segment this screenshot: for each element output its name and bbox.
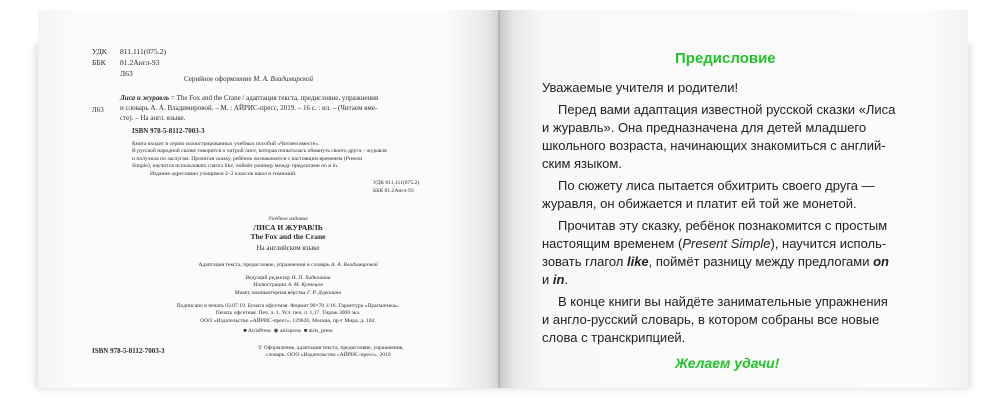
title-block [138, 216, 438, 253]
credit-role: Иллюстрации [253, 282, 287, 289]
credit-role: Ведущий редактор [245, 275, 291, 281]
p3-text: , поймёт разницу между предлогами [648, 254, 874, 269]
credit-role: Макет, компьютерная вёрстка [234, 289, 306, 296]
copyright [258, 345, 404, 360]
book-title-en: The Fox and the Crane [250, 232, 326, 242]
annotation-line: В русской народной сказке говорится о хитрой лисе, которая попыталась обмануть своего друга – журавля [132, 148, 387, 155]
catalog-line-1-text: = The Fox and the Crane / адаптация текста, предисловие, упражнения [169, 94, 379, 102]
p4-line: и англо-русский словарь, в котором собраны все новые [542, 312, 880, 327]
credit-illustrations [138, 282, 438, 289]
social-icon: ■ [303, 328, 308, 334]
credit-name: Г. Р. Доронина [306, 289, 342, 296]
catalog-title: Лиса и журавль [120, 94, 170, 102]
p3-text: настоящим временем ( [542, 236, 683, 251]
social-icon: ◉ [273, 328, 279, 334]
adaptation-name: А. А. Владимировой [331, 262, 378, 268]
adaptation-prefix: Адаптация текста, предисловие, упражнения и словарь [198, 262, 330, 268]
closing-wish: Желаем удачи! [675, 355, 780, 371]
print-line: Печать офсетная. Печ. л. 1. Усл. печ. л. 1,17. Тираж 3000 экз. [215, 310, 361, 317]
p3-text: зовать глагол [542, 254, 627, 269]
p3-line [542, 235, 886, 253]
udk-value: 811.111(075.2) [120, 47, 166, 56]
catalog-line-3: сте). – На англ. языке. [120, 114, 186, 122]
social-icon: ■ [243, 328, 247, 334]
series-design [184, 75, 313, 84]
p3-text: ), научится исполь- [770, 236, 887, 251]
udk-repeat: УДК 811.111(075.2) [373, 180, 420, 186]
preface-heading: Предисловие [675, 50, 776, 67]
copyright-line: © Оформление, адаптация текста, предисловие, упражнения, [258, 345, 404, 351]
copyright-line: словарь. ООО «Издательство «АЙРИС-пресс», 2019 [266, 352, 391, 359]
word-like: like [626, 254, 649, 269]
catalog-line-2: и словарь А. А. Владимировой. – М. : АЙРИС-пресс, 2019. – 16 с. : ил. – (Читаем вме- [120, 104, 378, 112]
left-page-imprint [38, 10, 500, 388]
isbn-bottom: ISBN 978-5-8112-7003-3 [92, 347, 165, 355]
code-margin: Л63 [92, 106, 104, 114]
catalog-line-1 [120, 94, 378, 103]
annotation-line: и получила по заслугам. Прочитав сказку, ребёнок познакомится с настоящим временем (Present [132, 155, 363, 162]
word-in: in [552, 272, 565, 287]
bbk-label: ББК [92, 58, 106, 67]
p4-line: слова с транскрипцией. [542, 330, 686, 345]
book-title-ru: ЛИСА И ЖУРАВЛЬ [253, 223, 323, 233]
grammar-term: Present Simple [682, 236, 771, 251]
p2-line: журавля, он обижается и платит ей той же монетой. [542, 196, 857, 211]
series-design-prefix: Серийное оформление [184, 75, 252, 83]
social-handle: airispress [279, 328, 302, 334]
bbk-value: 81.2Англ-93 [120, 58, 160, 67]
annotation [132, 141, 387, 178]
social-links [138, 328, 438, 335]
credits [138, 275, 438, 297]
social-handle: AirisPress [247, 328, 271, 334]
annotation-line: Книга входит в серию иллюстрированных учебных пособий «Читаем вместе». [132, 141, 320, 147]
p3-line: Прочитав эту сказку, ребёнок познакомится с простым [558, 218, 888, 233]
p1-line: Перед вами адаптация известной русской сказки «Лиса [558, 102, 896, 117]
social-handle: airis_press [308, 328, 333, 334]
print-line: ООО «Издательство «АЙРИС-пресс», 129626, Москва, пр-т Мира, д. 104. [200, 317, 376, 324]
annotation-line: Издание адресовано учащимся 2–3 классов школ и гимназий. [150, 170, 297, 177]
p3-text: и [542, 272, 553, 287]
p1-line: школьного возраста, начинающих знакомиться с англий- [542, 138, 886, 153]
credit-name: А. М. Кузнецов [287, 282, 323, 289]
right-page-preface [500, 10, 968, 388]
annotation-line: Simple), научится использовать глагол like, поймёт разницу между предлогами on и in. [132, 163, 339, 170]
udk-label: УДК [92, 47, 107, 56]
bbk-repeat: ББК 81.2Англ-93 [373, 188, 414, 194]
p3-line [542, 271, 568, 289]
greeting: Уважаемые учителя и родители! [542, 80, 739, 95]
classification-code: Л63 [120, 69, 133, 78]
credit-editor [138, 275, 438, 282]
p3-text: . [564, 272, 569, 287]
credit-name: Н. П. Ходюшина [291, 275, 331, 281]
credit-layout [138, 290, 438, 297]
series-design-name: М. А. Владимирской [253, 75, 314, 83]
p1-line: ским языком. [542, 156, 622, 171]
adaptation-line [138, 262, 438, 269]
p3-line [542, 253, 889, 271]
language-note: На английском языке [256, 244, 320, 253]
p2-line: По сюжету лиса пытается обхитрить своего друга — [558, 178, 875, 193]
print-line: Подписано в печать 03.07.19. Бумага офсетная. Формат 90×70 1/16. Гарнитура «Прагматика». [176, 303, 400, 309]
word-on: on [873, 254, 889, 269]
print-details [138, 303, 438, 325]
p4-line: В конце книги вы найдёте занимательные упражнения [558, 294, 888, 309]
isbn-line: ISBN 978-5-8112-7003-3 [132, 127, 205, 135]
edition-type: Учебное издание [268, 216, 308, 222]
p1-line: и журавль». Она предназначена для детей младшего [542, 120, 867, 135]
